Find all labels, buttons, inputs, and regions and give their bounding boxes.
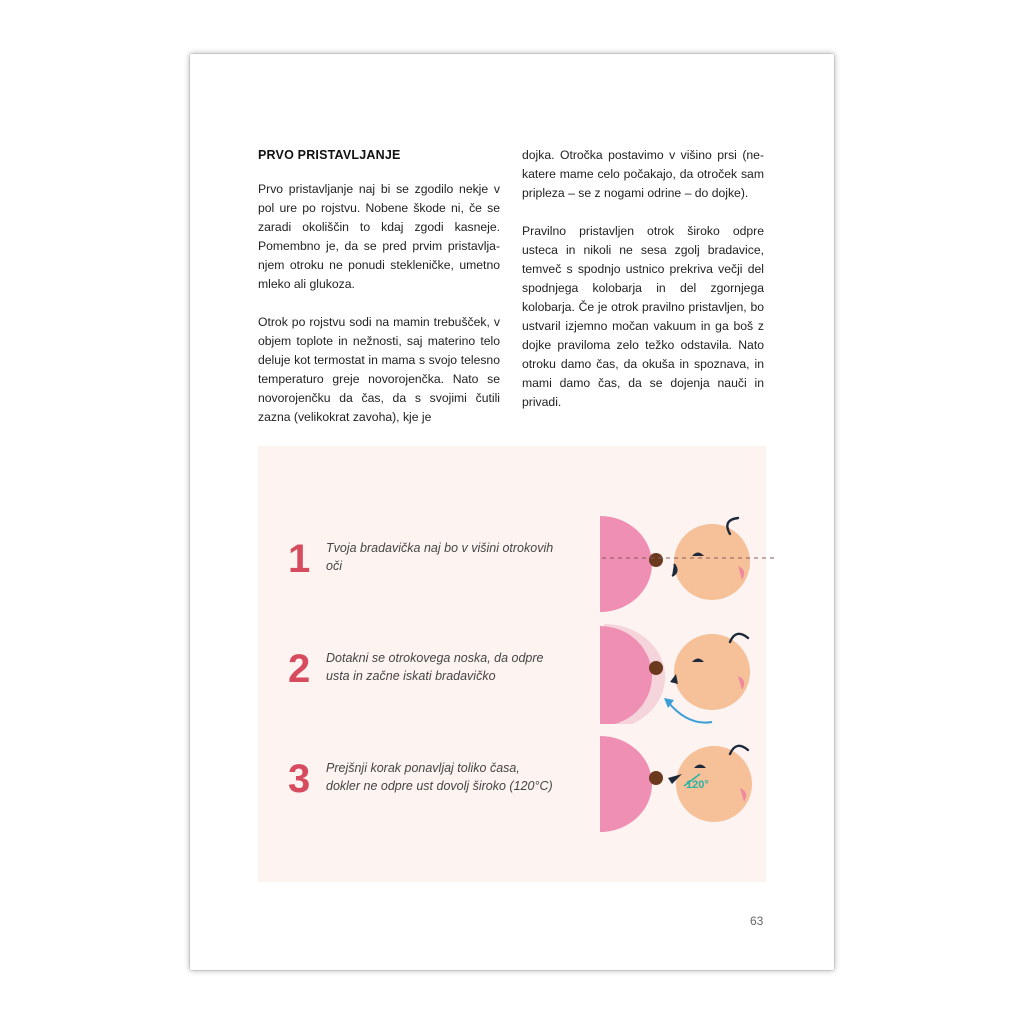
paragraph: Otrok po rojstvu sodi na mamin trebušček, v objem toplote in nežnosti, saj materino telo deluje kot termostat in mama s svojo telesno temperaturo greje novorojenčka. Nato se novorojenčku da čas, da s svojimi čutili zazna (velikokrat zavoha), kje je <box>258 315 500 424</box>
breast-shape <box>600 736 652 832</box>
nipple-shape <box>649 771 663 785</box>
step-text: Prejšnji korak ponavljaj toliko časa, dokler ne odpre ust dovolj široko (120°C) <box>326 761 553 793</box>
step-text: Dotakni se otrokovega noska, da odpre usta in začne iskati bradavičko <box>326 651 544 683</box>
step-text: Tvoja bradavička naj bo v višini otrokovih oči <box>326 541 554 573</box>
step-number: 2 <box>288 647 311 691</box>
step-1 <box>288 514 748 614</box>
nipple-shape <box>649 661 663 675</box>
latch-step-2-illustration <box>600 624 800 724</box>
step-number: 1 <box>288 537 311 581</box>
baby-mouth <box>672 564 677 576</box>
book-page <box>190 54 834 970</box>
step-2 <box>288 624 748 724</box>
illustration-panel <box>258 446 766 882</box>
breast-shape <box>600 516 652 612</box>
paragraph: Prvo pristavljanje naj bi se zgodilo nekje v pol ure po rojstvu. Nobene škode ni, če se zaradi okoliščin to kdaj zgodi kasneje. Pomembno je, da se pred prvim pristavljanjem otroku ne ponudi stekleničke, umetno mleko ali glukoza. <box>258 182 500 291</box>
paragraph: Pravilno pristavljen otrok široko odpre usteca in nikoli ne sesa zgolj bradavice, temveč s spodnjo ustnico prekriva večji del spodnjega kolobarja in del zgornjega kolobarja. Če je otrok pravilno pristavljen, bo ustvaril izjemno močan vakuum in ga boš z dojke praviloma zelo težko odstavila. Nato otroku damo čas, da okuša in spoznava, in mami damo čas, da se dojenja nauči in privadi. <box>522 224 764 409</box>
left-text-column <box>258 180 500 446</box>
angle-label: 120° <box>686 779 709 791</box>
step-3 <box>288 734 748 834</box>
baby-head <box>674 634 750 710</box>
page-number: 63 <box>750 914 764 928</box>
latch-step-1-illustration <box>600 514 800 614</box>
right-text-column <box>522 146 764 431</box>
nipple-shape <box>649 553 663 567</box>
paragraph: dojka. Otročka postavimo v višino prsi (nekatere mame celo počakajo, da otroček sam pripleza – se z nogami odrine – do dojke). <box>522 148 764 200</box>
latch-step-3-illustration <box>600 734 800 834</box>
step-number: 3 <box>288 757 311 801</box>
baby-head <box>674 524 750 600</box>
section-heading: PRVO PRISTAVLJANJE <box>258 148 401 162</box>
